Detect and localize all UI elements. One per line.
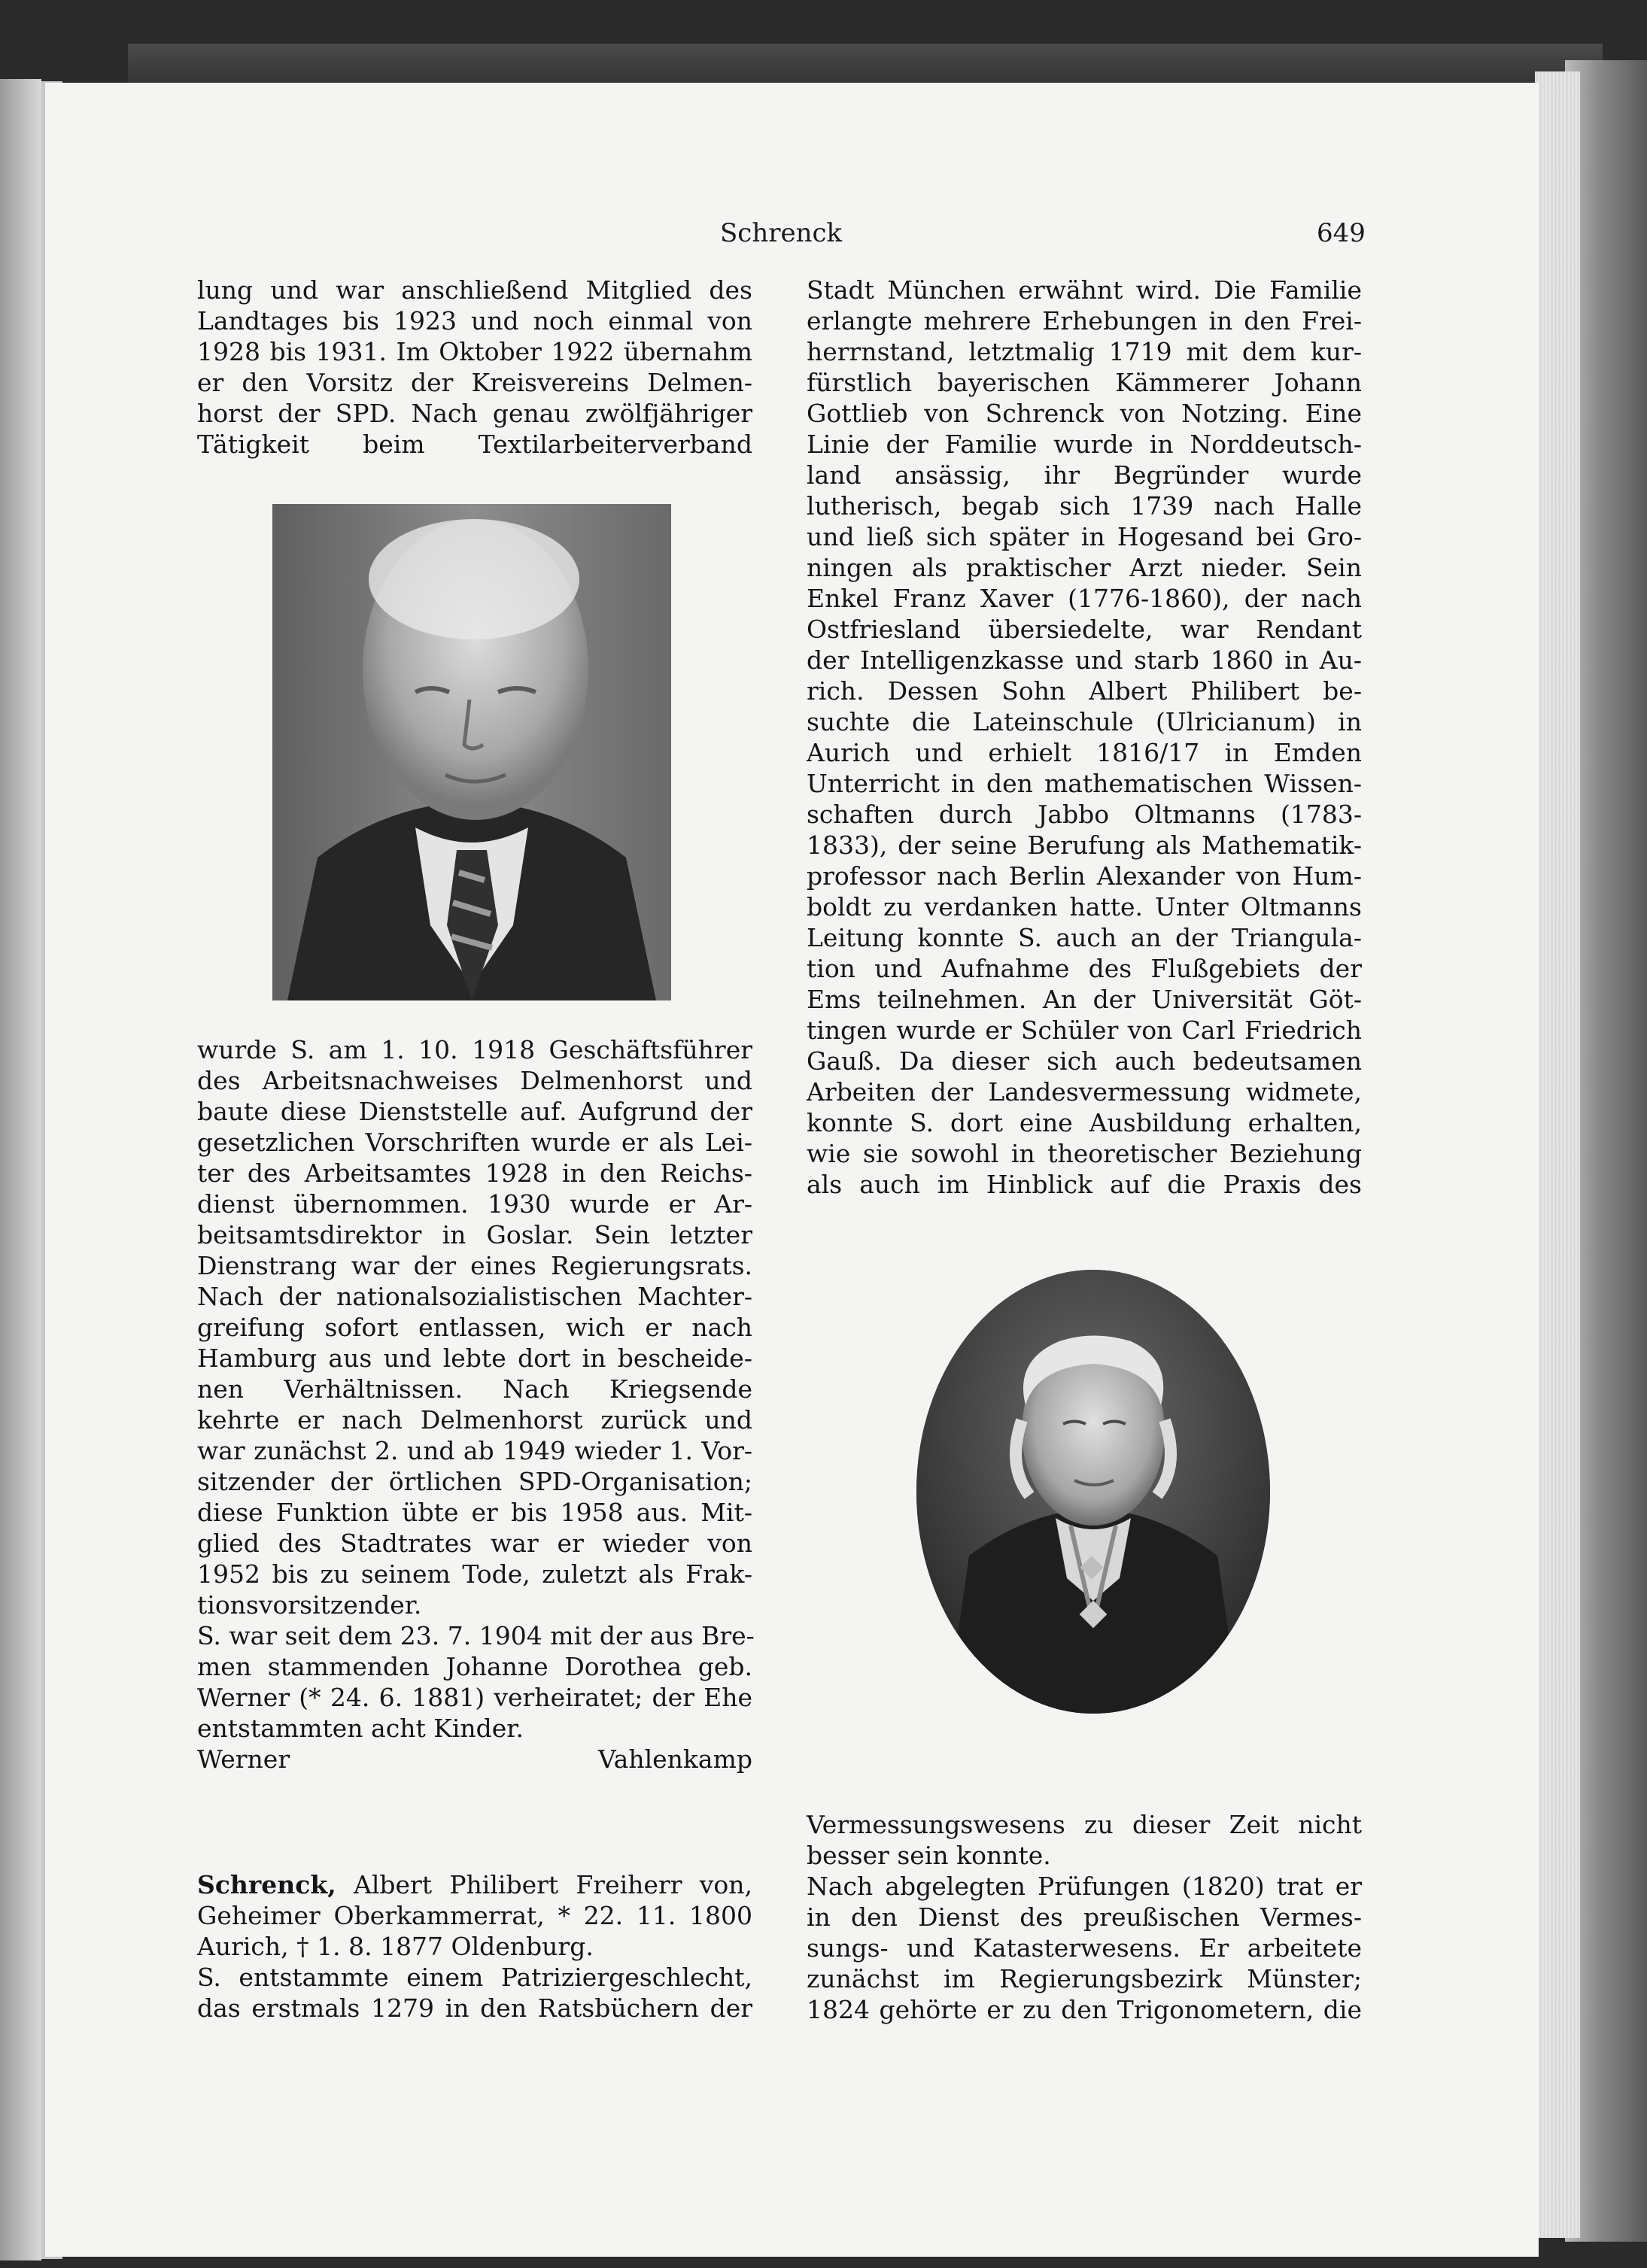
- text-line: nen Verhältnissen. Nach Kriegsende: [197, 1374, 752, 1404]
- text-line: 1833), der seine Berufung als Mathematik-: [807, 830, 1362, 860]
- text-line: Gottlieb von Schrenck von Notzing. Eine: [807, 399, 1362, 428]
- author-signature: Werner Vahlenkamp: [197, 1744, 752, 1774]
- text-line: Nach abgelegten Prüfungen (1820) trat er: [807, 1872, 1362, 1901]
- entry-schrenck-albert: [197, 1869, 752, 2024]
- entry-title: Albert Philibert Freiherr von,: [354, 1870, 752, 1899]
- text-line: konnte S. dort eine Ausbildung erhalten,: [807, 1108, 1362, 1137]
- text-line: 1824 gehörte er zu den Trigonometern, die: [807, 1995, 1362, 2024]
- left-column-top: [197, 275, 752, 460]
- text-line: als auch im Hinblick auf die Praxis des: [807, 1170, 1362, 1199]
- text-line: er den Vorsitz der Kreisvereins Delmen-: [197, 368, 752, 397]
- text-line: zunächst im Regierungsbezirk Münster;: [807, 1964, 1362, 1993]
- text-line: und ließ sich später in Hogesand bei Gro-: [807, 522, 1362, 551]
- text-line: Arbeiten der Landesvermessung widmete,: [807, 1077, 1362, 1107]
- text-line: suchte die Lateinschule (Ulricianum) in: [807, 707, 1362, 736]
- text-line: gesetzlichen Vorschriften wurde er als Lei-: [197, 1128, 752, 1157]
- text-line: Stadt München erwähnt wird. Die Familie: [807, 275, 1362, 305]
- text-line: sitzender der örtlichen SPD-Organisation;: [197, 1467, 752, 1496]
- text-line: Linie der Familie wurde in Norddeutsch-: [807, 430, 1362, 459]
- text-line: Ems teilnehmen. An der Universität Göt-: [807, 985, 1362, 1014]
- facing-page-edge: [0, 79, 41, 2260]
- text-line: tingen wurde er Schüler von Carl Friedrich: [807, 1016, 1362, 1045]
- text-line: besser sein konnte.: [807, 1841, 1051, 1870]
- running-title: Schrenck: [720, 218, 843, 248]
- text-line: wurde S. am 1. 10. 1918 Geschäftsführer: [197, 1035, 752, 1064]
- text-line: greifung sofort entlassen, wich er nach: [197, 1313, 752, 1342]
- text-line: 1928 bis 1931. Im Oktober 1922 übernahm: [197, 337, 752, 366]
- text-line: Geheimer Oberkammerrat, * 22. 11. 1800: [197, 1901, 752, 1930]
- text-line: Tätigkeit beim Textilarbeiterverband: [197, 430, 752, 459]
- text-line: Hamburg aus und lebte dort in bescheide-: [197, 1343, 752, 1373]
- running-head: [0, 218, 1647, 256]
- text-line: horst der SPD. Nach genau zwölfjähriger: [197, 399, 752, 428]
- text-line: Unterricht in den mathematischen Wissen-: [807, 769, 1362, 798]
- text-line: professor nach Berlin Alexander von Hum-: [807, 861, 1362, 891]
- text-line: Landtages bis 1923 und noch einmal von: [197, 306, 752, 335]
- text-line: entstammten acht Kinder.: [197, 1714, 524, 1743]
- right-column-bottom: [807, 1809, 1362, 2025]
- portrait-photo-modern: [272, 504, 671, 1000]
- text-line: tion und Aufnahme des Flußgebiets der: [807, 954, 1362, 983]
- text-line: war zunächst 2. und ab 1949 wieder 1. Vor-: [197, 1436, 752, 1465]
- text-line: S. war seit dem 23. 7. 1904 mit der aus Bre-: [197, 1621, 755, 1650]
- text-line: S. entstammte einem Patriziergeschlecht,: [197, 1963, 752, 1992]
- text-line: glied des Stadtrates war er wieder von: [197, 1529, 752, 1558]
- left-column-bottom: [197, 1034, 755, 1775]
- text-line: wie sie sowohl in theoretischer Beziehung: [807, 1139, 1362, 1168]
- text-line: Gauß. Da dieser sich auch bedeutsamen: [807, 1046, 1362, 1076]
- text-line: das erstmals 1279 in den Ratsbüchern der: [197, 1993, 752, 2023]
- text-line: ter des Arbeitsamtes 1928 in den Reichs-: [197, 1158, 752, 1188]
- text-line: Vermessungswesens zu dieser Zeit nicht: [807, 1810, 1362, 1839]
- text-line: Dienstrang war der eines Regierungsrats.: [197, 1251, 752, 1280]
- text-line: der Intelligenzkasse und starb 1860 in Au-: [807, 645, 1362, 675]
- right-column-top: [807, 275, 1362, 1200]
- page-number: 649: [1317, 218, 1366, 248]
- text-line: fürstlich bayerischen Kämmerer Johann: [807, 368, 1362, 397]
- text-line: boldt zu verdanken hatte. Unter Oltmanns: [807, 892, 1362, 921]
- text-line: rich. Dessen Sohn Albert Philibert be-: [807, 676, 1362, 706]
- text-line: men stammenden Johanne Dorothea geb.: [197, 1652, 752, 1681]
- entry-name: Schrenck,: [197, 1870, 336, 1899]
- text-line: schaften durch Jabbo Oltmanns (1783-: [807, 800, 1362, 829]
- text-line: lung und war anschließend Mitglied des: [197, 275, 752, 305]
- entry-heading-line: [197, 1869, 752, 1900]
- text-line: ningen als praktischer Arzt nieder. Sein: [807, 553, 1362, 582]
- text-line: herrnstand, letztmalig 1719 mit dem kur-: [807, 337, 1362, 366]
- text-line: Werner (* 24. 6. 1881) verheiratet; der Ehe: [197, 1683, 752, 1712]
- text-line: Enkel Franz Xaver (1776-1860), der nach: [807, 584, 1362, 613]
- text-line: kehrte er nach Delmenhorst zurück und: [197, 1405, 752, 1435]
- text-line: des Arbeitsnachweises Delmenhorst und: [197, 1066, 752, 1095]
- text-line: lutherisch, begab sich 1739 nach Halle: [807, 491, 1362, 521]
- text-line: baute diese Dienststelle auf. Aufgrund der: [197, 1097, 752, 1126]
- text-line: Ostfriesland übersiedelte, war Rendant: [807, 615, 1362, 644]
- text-line: in den Dienst des preußischen Vermes-: [807, 1902, 1362, 1932]
- text-line: Leitung konnte S. auch an der Triangula-: [807, 923, 1362, 952]
- text-line: sungs- und Katasterwesens. Er arbeitete: [807, 1933, 1362, 1963]
- text-line: Aurich, † 1. 8. 1877 Oldenburg.: [197, 1932, 594, 1961]
- text-line: tionsvorsitzender.: [197, 1590, 422, 1620]
- text-line: 1952 bis zu seinem Tode, zuletzt als Frak-: [197, 1559, 752, 1589]
- text-line: beitsamtsdirektor in Goslar. Sein letzter: [197, 1220, 752, 1249]
- text-line: erlangte mehrere Erhebungen in den Frei-: [807, 306, 1362, 335]
- text-line: land ansässig, ihr Begründer wurde: [807, 460, 1362, 490]
- text-line: Nach der nationalsozialistischen Machter-: [197, 1282, 752, 1311]
- page-edges: [1535, 71, 1580, 2238]
- text-line: diese Funktion übte er bis 1958 aus. Mit-: [197, 1498, 752, 1527]
- portrait-painting-oval: [916, 1270, 1270, 1714]
- text-line: dienst übernommen. 1930 wurde er Ar-: [197, 1189, 752, 1219]
- text-line: Aurich und erhielt 1816/17 in Emden: [807, 738, 1362, 767]
